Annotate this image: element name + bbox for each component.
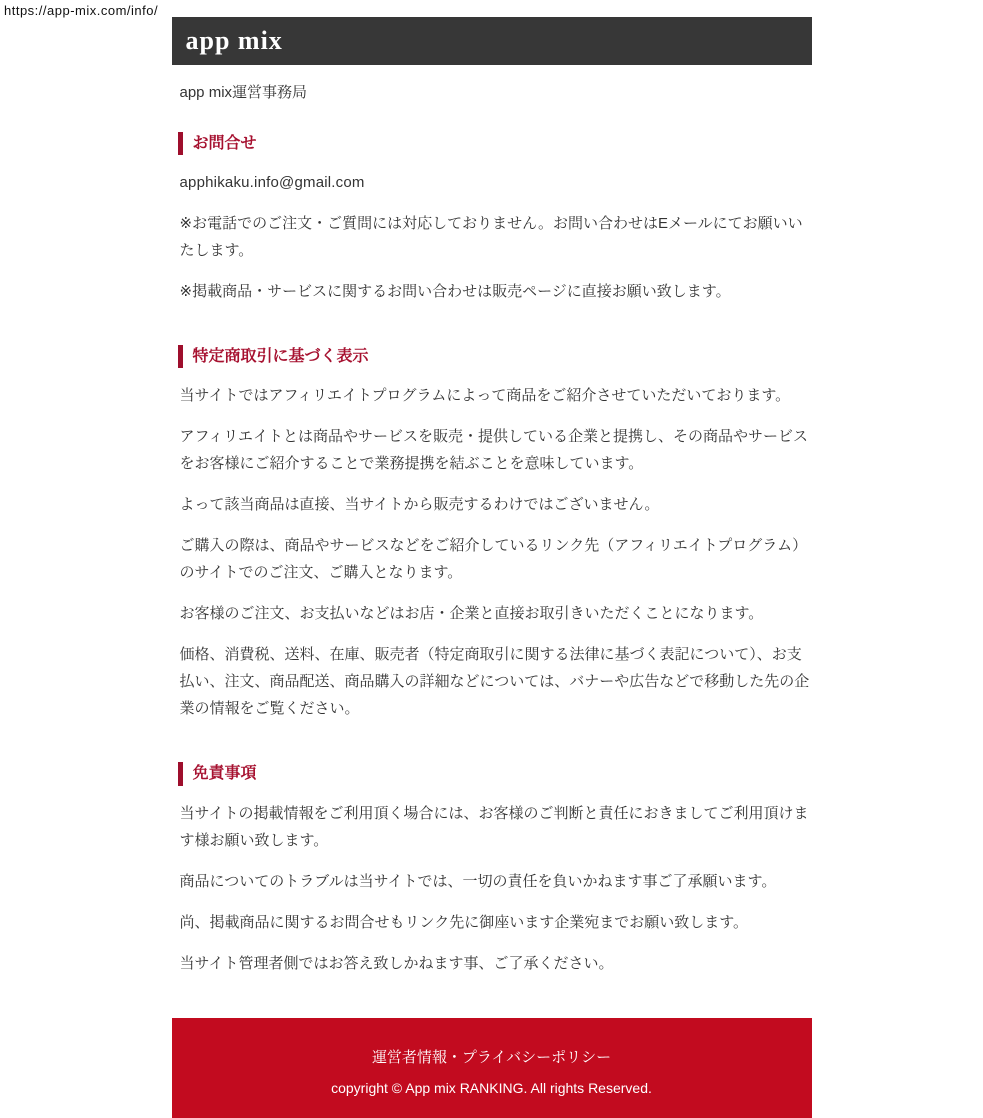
disclaimer-paragraph-2: 商品についてのトラブルは当サイトでは、一切の責任を負いかねます事ご了承願います。 — [179, 872, 777, 890]
section-heading-commercial-law: 特定商取引に基づく表示 — [178, 345, 812, 368]
commercial-paragraph-2: アフィリエイトとは商品やサービスを販売・提供している企業と提携し、その商品やサービスをお客様にご紹介することで業務提携を結ぶことを意味しています。 — [179, 428, 809, 473]
site-footer — [172, 1018, 812, 1118]
section-disclaimer — [172, 762, 812, 976]
commercial-paragraph-3: よって該当商品は直接、当サイトから販売するわけではございません。 — [179, 496, 660, 514]
operator-name-text: app mix運営事務局 — [179, 84, 308, 101]
disclaimer-paragraph-1: 当サイトの掲載情報をご利用頂く場合には、お客様のご判断と責任におきましてご利用頂けます様お願い致します。 — [179, 804, 809, 849]
site-title-logo[interactable]: app mix — [185, 26, 283, 55]
section-commercial-law — [172, 345, 812, 722]
privacy-policy-link[interactable]: 運営者情報・プライバシーポリシー — [371, 1048, 612, 1066]
contact-note-phone: ※お電話でのご注文・ご質問には対応しておりません。お問い合わせはEメールにてお願いいたします。 — [179, 215, 803, 260]
browser-url-text: https://app-mix.com/info/ — [4, 3, 159, 18]
section-heading-disclaimer: 免責事項 — [178, 762, 812, 785]
disclaimer-paragraph-3: 尚、掲載商品に関するお問合せもリンク先に御座います企業宛までお願い致します。 — [179, 913, 749, 931]
main-content — [172, 79, 812, 977]
site-header — [172, 17, 812, 65]
disclaimer-paragraph-4: 当サイト管理者側ではお答え致しかねます事、ご了承ください。 — [179, 954, 614, 972]
commercial-paragraph-6: 価格、消費税、送料、在庫、販売者（特定商取引に関する法律に基づく表記について）、お支払い、注文、商品配送、商品購入の詳細などについては、バナーや広告などで移動した先の企業の情報をご覧ください。 — [179, 646, 810, 718]
contact-note-products: ※掲載商品・サービスに関するお問い合わせは販売ページに直接お願い致します。 — [179, 283, 731, 301]
section-heading-contact: お問合せ — [178, 132, 812, 155]
commercial-paragraph-1: 当サイトではアフィリエイトプログラムによって商品をご紹介させていただいております。 — [179, 387, 791, 405]
page-container — [172, 17, 812, 1118]
commercial-paragraph-5: お客様のご注文、お支払いなどはお店・企業と直接お取引きいただくことになります。 — [179, 605, 764, 623]
commercial-paragraph-4: ご購入の際は、商品やサービスなどをご紹介しているリンク先（アフィリエイトプログラム）のサイトでのご注文、ご購入となります。 — [179, 537, 808, 582]
section-contact — [172, 132, 812, 305]
contact-email-address: apphikaku.info@gmail.com — [179, 174, 365, 192]
copyright-text: copyright © App mix RANKING. All rights Reserved. — [331, 1079, 652, 1096]
